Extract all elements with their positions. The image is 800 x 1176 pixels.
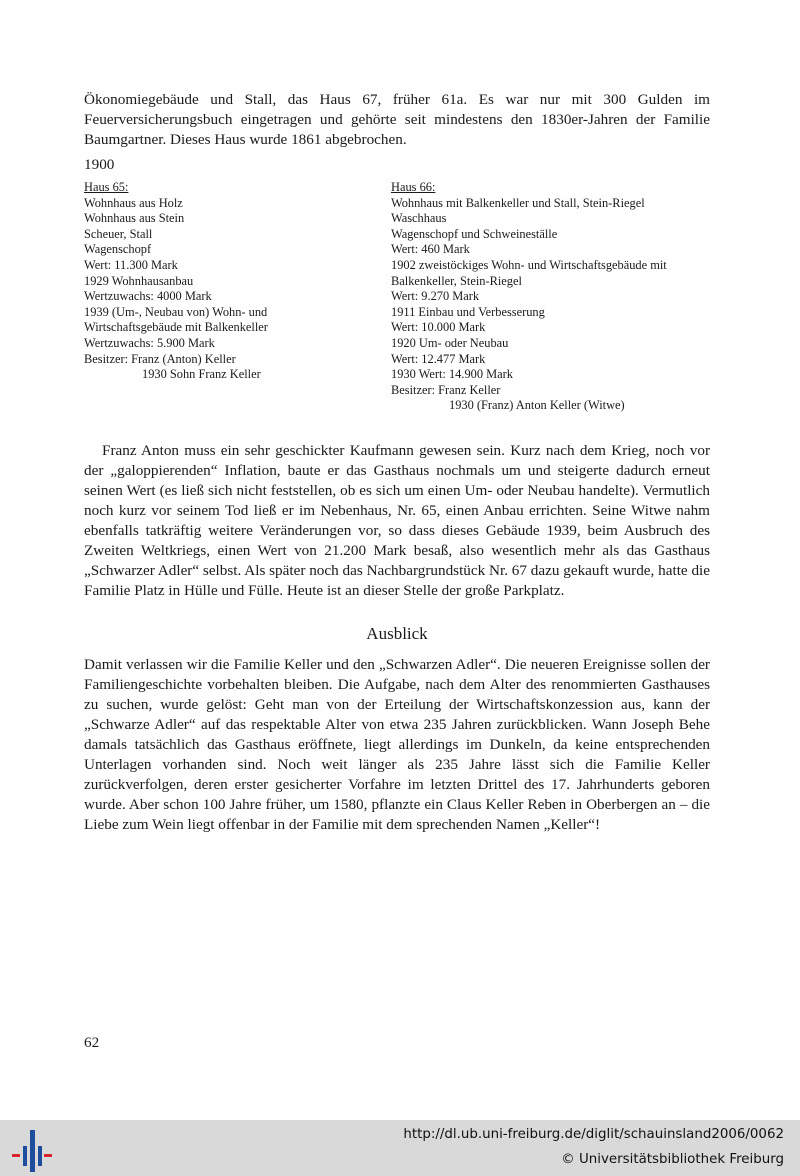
haus-65-title: Haus 65: — [84, 180, 129, 194]
haus-65-line: Wagenschopf — [84, 242, 152, 257]
haus-66-line: 1911 Einbau und Verbesserung — [391, 304, 545, 319]
source-url-link[interactable]: http://dl.ub.uni-freiburg.de/diglit/schauinsland2006/0062 — [403, 1127, 784, 1142]
ub-freiburg-logo-icon — [12, 1128, 52, 1172]
haus-65-line: Wertzuwachs: 4000 Mark — [84, 289, 212, 304]
haus-65-owner-successor: 1930 Sohn Franz Keller — [142, 367, 261, 382]
intro-paragraph: Ökonomiegebäude und Stall, das Haus 67, früher 61a. Es war nur mit 300 Gulden im Feuerversicherungsbuch eingetragen und gehörte seit mindestens den 1830er-Jahren der Familie Baumgartner. Dieses Haus wurde 1861 abgebrochen. — [84, 91, 710, 148]
haus-65-line: 1939 (Um-, Neubau von) Wohn- und — [84, 304, 268, 319]
haus-66-line: Wohnhaus mit Balkenkeller und Stall, Stein-Riegel — [391, 195, 645, 210]
haus-66-owner-successor: 1930 (Franz) Anton Keller (Witwe) — [449, 398, 625, 413]
haus-65-owner: Besitzer: Franz (Anton) Keller — [84, 351, 236, 366]
haus-65-line: Wertzuwachs: 5.900 Mark — [84, 335, 215, 350]
copyright-text: © Universitätsbibliothek Freiburg — [561, 1152, 784, 1167]
haus-66-title: Haus 66: — [391, 180, 436, 194]
haus-66-line: 1930 Wert: 14.900 Mark — [391, 367, 513, 382]
haus-65-line: Wohnhaus aus Stein — [84, 211, 185, 226]
year-label: 1900 — [84, 156, 115, 173]
haus-65-line: Wert: 11.300 Mark — [84, 257, 178, 272]
haus-66-column — [391, 180, 721, 414]
body-paragraph-franz-anton: Franz Anton muss ein sehr geschickter Kaufmann gewesen sein. Kurz nach dem Krieg, noch vor der „galoppierenden“ Inflation, baute er das Gasthaus nochmals um und steigerte dadurch erneut seinen Wert (es ließ sich nicht feststellen, ob es sich um einen Um- oder Neubau handelte). Vermutlich noch kurz vor seinem Tod ließ er im Nebenhaus, Nr. 65, einen Anbau errichten. Seine Witwe nahm ebenfalls tatkräftig weitere Veränderungen vor, so dass dieses Gebäude 1939, beim Ausbruch des Zweiten Weltkriegs, einen Wert von 21.200 Mark besaß, also wesentlich mehr als das Gasthaus „Schwarzer Adler“ selbst. Als später noch das Nachbargrundstück Nr. 67 dazu gekauft wurde, hatte die Familie Platz in Hülle und Fülle. Heute ist an dieser Stelle der große Parkplatz. — [84, 442, 711, 599]
haus-66-owner: Besitzer: Franz Keller — [391, 382, 501, 397]
haus-65-line: 1929 Wohnhausanbau — [84, 273, 194, 288]
section-heading: Ausblick — [366, 624, 428, 643]
haus-66-line: Balkenkeller, Stein-Riegel — [391, 273, 522, 288]
haus-66-line: Wagenschopf und Schweineställe — [391, 226, 558, 241]
haus-66-line: Wert: 460 Mark — [391, 242, 470, 257]
haus-65-line: Scheuer, Stall — [84, 226, 153, 241]
haus-65-line: Wohnhaus aus Holz — [84, 195, 183, 210]
haus-65-line: Wirtschaftsgebäude mit Balkenkeller — [84, 320, 268, 335]
haus-66-line: Wert: 10.000 Mark — [391, 320, 486, 335]
haus-66-line: 1920 Um- oder Neubau — [391, 335, 509, 350]
body-paragraph-ausblick: Damit verlassen wir die Familie Keller und den „Schwarzen Adler“. Die neueren Ereignisse sollen der Familiengeschichte vorbehalten bleiben. Die Aufgabe, nach dem Alter des renommierten Gasthauses zu suchen, wurde gelöst: Geht man von der Erteilung der Wirtschaftskonzession aus, kann der „Schwarze Adler“ auf das respektable Alter von etwa 235 Jahren zurückblicken. Wann Joseph Behe damals tatsächlich das Gasthaus eröffnete, liegt allerdings im Dunkeln, da keine entsprechenden Unterlagen vorhanden sind. Noch weit länger als 235 Jahre lässt sich die Familie Keller zurückverfolgen, deren erster gesicherter Vorfahre im letzten Drittel des 17. Jahrhunderts geboren wurde. Aber schon 100 Jahre früher, um 1580, pflanzte ein Claus Keller Reben in Oberbergen an – die Liebe zum Wein liegt offenbar in der Familie mit dem sprechenden Namen „Keller“! — [84, 656, 710, 833]
haus-66-line: Wert: 9.270 Mark — [391, 289, 480, 304]
library-footer-bar — [0, 1120, 800, 1176]
haus-66-line: 1902 zweistöckiges Wohn- und Wirtschaftsgebäude mit — [391, 257, 667, 272]
page-number: 62 — [84, 1034, 100, 1051]
haus-66-line: Waschhaus — [391, 211, 447, 226]
haus-66-line: Wert: 12.477 Mark — [391, 351, 486, 366]
haus-65-column — [84, 180, 374, 383]
